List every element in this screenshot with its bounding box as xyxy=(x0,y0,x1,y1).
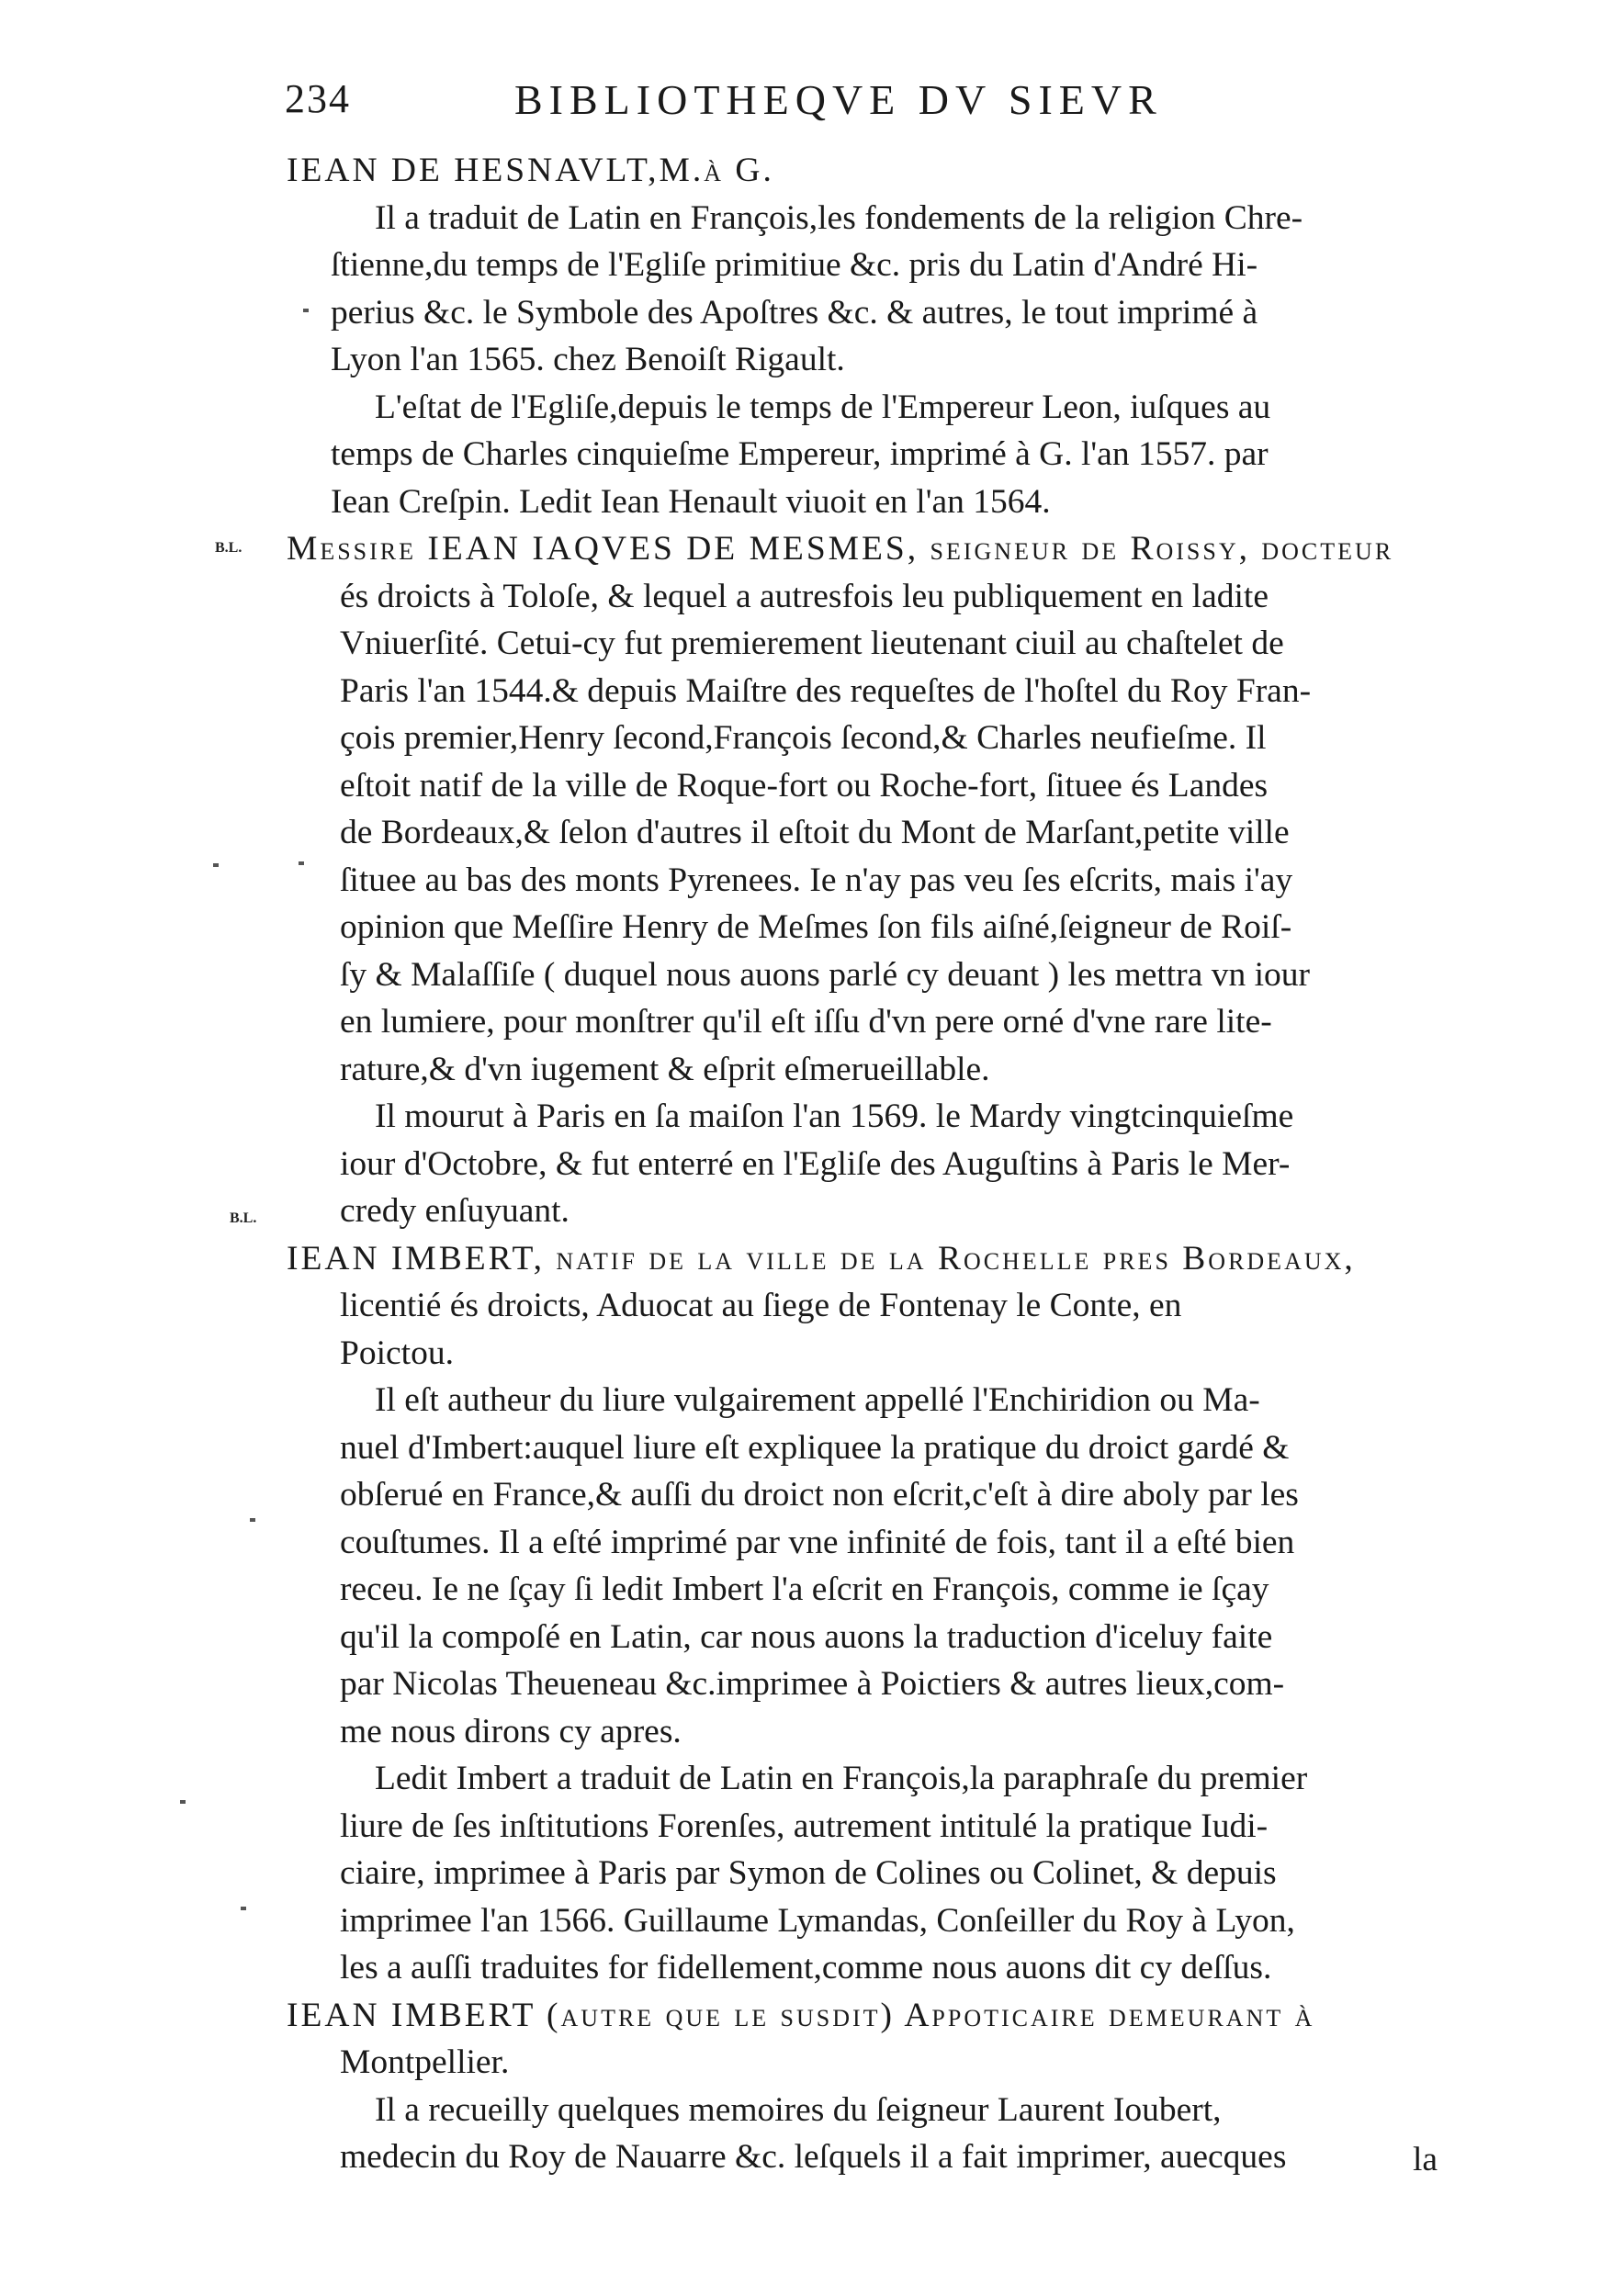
margin-note: B.L. xyxy=(215,540,242,556)
text-line: Montpellier. xyxy=(340,2043,510,2081)
text-line: Il eſt autheur du liure vulgairement appellé l'Enchiridion ou Ma- xyxy=(375,1381,1260,1419)
text-line: ciaire, imprimee à Paris par Symon de Colines ou Colinet, & depuis xyxy=(340,1854,1277,1892)
text-line: ſtienne,du temps de l'Egliſe primitiue &c. pris du Latin d'André Hi- xyxy=(331,246,1258,284)
text-line: receu. Ie ne ſçay ſi ledit Imbert l'a eſcrit en François, comme ie ſçay xyxy=(340,1570,1269,1608)
text-line: Lyon l'an 1565. chez Benoiſt Rigault. xyxy=(331,341,845,378)
text-line: me nous dirons cy apres. xyxy=(340,1712,682,1750)
text-line: L'eſtat de l'Egliſe,depuis le temps de l'Empereur Leon, iuſques au xyxy=(375,388,1271,426)
text-line: Ledit Imbert a traduit de Latin en François,la paraphraſe du premier xyxy=(375,1760,1308,1797)
text-line: les a auſſi traduites for fidellement,comme nous auons dit cy deſſus. xyxy=(340,1949,1272,1986)
margin-note: B.L. xyxy=(230,1210,257,1226)
catchword: la xyxy=(1413,2141,1438,2178)
entry-heading: IEAN IMBERT, natif de la ville de la Rochelle pres Bordeaux, xyxy=(287,1239,1356,1277)
text-line: Poictou. xyxy=(340,1334,454,1372)
running-head: BIBLIOTHEQVE DV SIEVR xyxy=(514,76,1163,123)
page-header xyxy=(285,75,1488,140)
text-line: eſtoit natif de la ville de Roque-fort ou Roche-fort, ſituee és Landes xyxy=(340,766,1269,805)
text-line: Il a recueilly quelques memoires du ſeigneur Laurent Ioubert, xyxy=(375,2090,1222,2129)
text-line: opinion que Meſſire Henry de Meſmes ſon fils aiſné,ſeigneur de Roiſ- xyxy=(340,908,1292,946)
text-column xyxy=(287,147,1446,2181)
text-line: perius &c. le Symbole des Apoſtres &c. & autres, le tout imprimé à xyxy=(331,293,1258,332)
text-line: ſituee au bas des monts Pyrenees. Ie n'ay pas veu ſes eſcrits, mais i'ay xyxy=(340,861,1293,899)
text-line: Il a traduit de Latin en François,les fondements de la religion Chre- xyxy=(375,198,1303,237)
text-line: credy enſuyuant. xyxy=(340,1192,570,1230)
text-line: Il mourut à Paris en ſa maiſon l'an 1569. le Mardy vingtcinquieſme xyxy=(375,1097,1294,1135)
page-number: 234 xyxy=(285,76,351,121)
stray-mark xyxy=(180,1800,186,1804)
entry-heading: Meſſire IEAN IAQVES DE MESMES, ſeigneur de Roiſſy, docteur xyxy=(287,530,1394,568)
stray-mark xyxy=(250,1518,255,1522)
text-line: ſy & Malaſſiſe ( duquel nous auons parlé cy deuant ) les mettra vn iour xyxy=(340,955,1310,994)
stray-mark xyxy=(213,863,219,867)
text-line: licentié és droicts, Aduocat au ſiege de Fontenay le Conte, en xyxy=(340,1287,1182,1324)
stray-mark xyxy=(241,1907,246,1910)
text-line: Vniuerſité. Cetui-cy fut premierement lieutenant ciuil au chaſtelet de xyxy=(340,625,1284,662)
text-line: en lumiere, pour monſtrer qu'il eſt iſſu d'vn pere orné d'vne rare lite- xyxy=(340,1003,1272,1041)
text-line: Paris l'an 1544.& depuis Maiſtre des requeſtes de l'hoſtel du Roy Fran- xyxy=(340,671,1312,710)
text-line: liure de ſes inſtitutions Forenſes, autrement intitulé la pratique Iudi- xyxy=(340,1806,1269,1845)
text-line: imprimee l'an 1566. Guillaume Lymandas, Conſeiller du Roy à Lyon, xyxy=(340,1901,1295,1940)
text-line: par Nicolas Theueneau &c.imprimee à Poictiers & autres lieux,com- xyxy=(340,1665,1285,1703)
text-line: de Bordeaux,& ſelon d'autres il eſtoit du Mont de Marſant,petite ville xyxy=(340,814,1290,851)
text-line: medecin du Roy de Nauarre &c. leſquels il a fait imprimer, auecques xyxy=(340,2138,1287,2176)
text-line: iour d'Octobre, & fut enterré en l'Egliſe des Auguſtins à Paris le Mer- xyxy=(340,1144,1291,1183)
text-line: nuel d'Imbert:auquel liure eſt expliquee la pratique du droict gardé & xyxy=(340,1428,1290,1467)
text-line: çois premier,Henry ſecond,François ſecond,& Charles neufieſme. Il xyxy=(340,719,1267,757)
text-line: rature,& d'vn iugement & eſprit eſmerueillable. xyxy=(340,1050,990,1088)
text-line: qu'il la compoſé en Latin, car nous auons la traduction d'iceluy faite xyxy=(340,1617,1273,1656)
entry-heading: IEAN IMBERT (autre que le ſuſdit) Appoticaire demeurant à xyxy=(287,1996,1315,2034)
text-line: temps de Charles cinquieſme Empereur, imprimé à G. l'an 1557. par xyxy=(331,435,1269,473)
text-line: és droicts à Toloſe, & lequel a autresfois leu publiquement en ladite xyxy=(340,577,1269,615)
text-line: couſtumes. Il a eſté imprimé par vne infinité de fois, tant il a eſté bien xyxy=(340,1523,1295,1561)
text-line: Iean Creſpin. Ledit Iean Henault viuoit en l'an 1564. xyxy=(331,482,1051,521)
entry-heading: IEAN DE HESNAVLT,M.à G. xyxy=(287,152,774,189)
text-line: obſerué en France,& auſſi du droict non eſcrit,c'eſt à dire aboly par les xyxy=(340,1476,1299,1514)
